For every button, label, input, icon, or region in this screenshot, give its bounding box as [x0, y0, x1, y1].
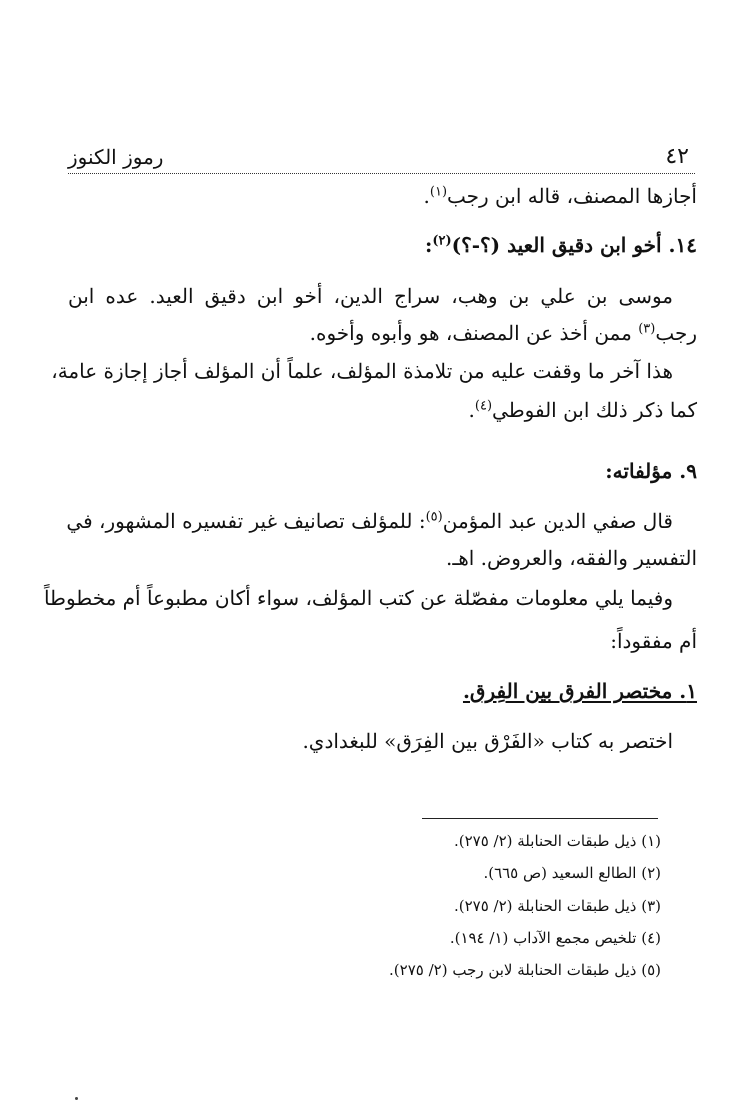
footnote-ref: (٣) [638, 321, 656, 337]
paragraph-line: رجب$^{(٣)}$ ممن أخذ عن المصنف، هو وأبوه وأخوه. [309, 321, 697, 345]
footnote: (١) ذيل طبقات الحنابلة (٢/ ٢٧٥). [453, 832, 661, 850]
paragraph-line: كما ذكر ذلك ابن الفوطي$^{(٤)}$. [468, 398, 697, 422]
footnote-ref: (٤) [474, 398, 493, 414]
section-heading-9: ٩. مؤلفاته: [605, 459, 697, 483]
paragraph-line: التفسير والفقه، والعروض. اهـ. [445, 546, 697, 570]
footnote-ref: (٢) [432, 233, 452, 249]
text-line: أجازها المصنف، قاله ابن رجب$^{(١)}$. [423, 184, 697, 208]
list-item-heading: ١. مختصر الفرق بين الفِرق. [462, 679, 697, 703]
footnote-ref: (٥) [425, 509, 443, 525]
footnote: (٣) ذيل طبقات الحنابلة (٢/ ٢٧٥). [453, 897, 661, 915]
running-title: رموز الكنوز [68, 145, 164, 169]
scan-speck [75, 1097, 78, 1100]
paragraph-line: قال صفي الدين عبد المؤمن$^{(٥)}$: للمؤلف تصانيف غير تفسيره المشهور، في [66, 509, 673, 533]
section-heading-14: ١٤. أخو ابن دقيق العيد (؟-؟)$^{(٢)}$: [424, 233, 697, 257]
page-number: ٤٢ [665, 144, 689, 169]
list-item-description: اختصر به كتاب «الفَرْق بين الفِرَق» للبغدادي. [302, 729, 673, 753]
paragraph-line: أم مفقوداً: [610, 629, 697, 653]
paragraph-line: وفيما يلي معلومات مفصّلة عن كتب المؤلف، سواء أكان مطبوعاً أم مخطوطاً [43, 586, 673, 610]
page-header [68, 143, 695, 174]
paragraph-line: موسى بن علي بن وهب، سراج الدين، أخو ابن دقيق العيد. عده ابن [68, 284, 673, 308]
paragraph-line: هذا آخر ما وقفت عليه من تلامذة المؤلف، علماً أن المؤلف أجاز إجازة عامة، [51, 359, 673, 383]
footnote-divider [422, 818, 658, 819]
footnote: (٤) تلخيص مجمع الآداب (١/ ١٩٤). [449, 929, 661, 947]
footnote-ref: (١) [429, 184, 448, 200]
footnote: (٢) الطالع السعيد (ص ٦٦٥). [483, 864, 661, 882]
footnote: (٥) ذيل طبقات الحنابلة لابن رجب (٢/ ٢٧٥). [389, 961, 661, 979]
